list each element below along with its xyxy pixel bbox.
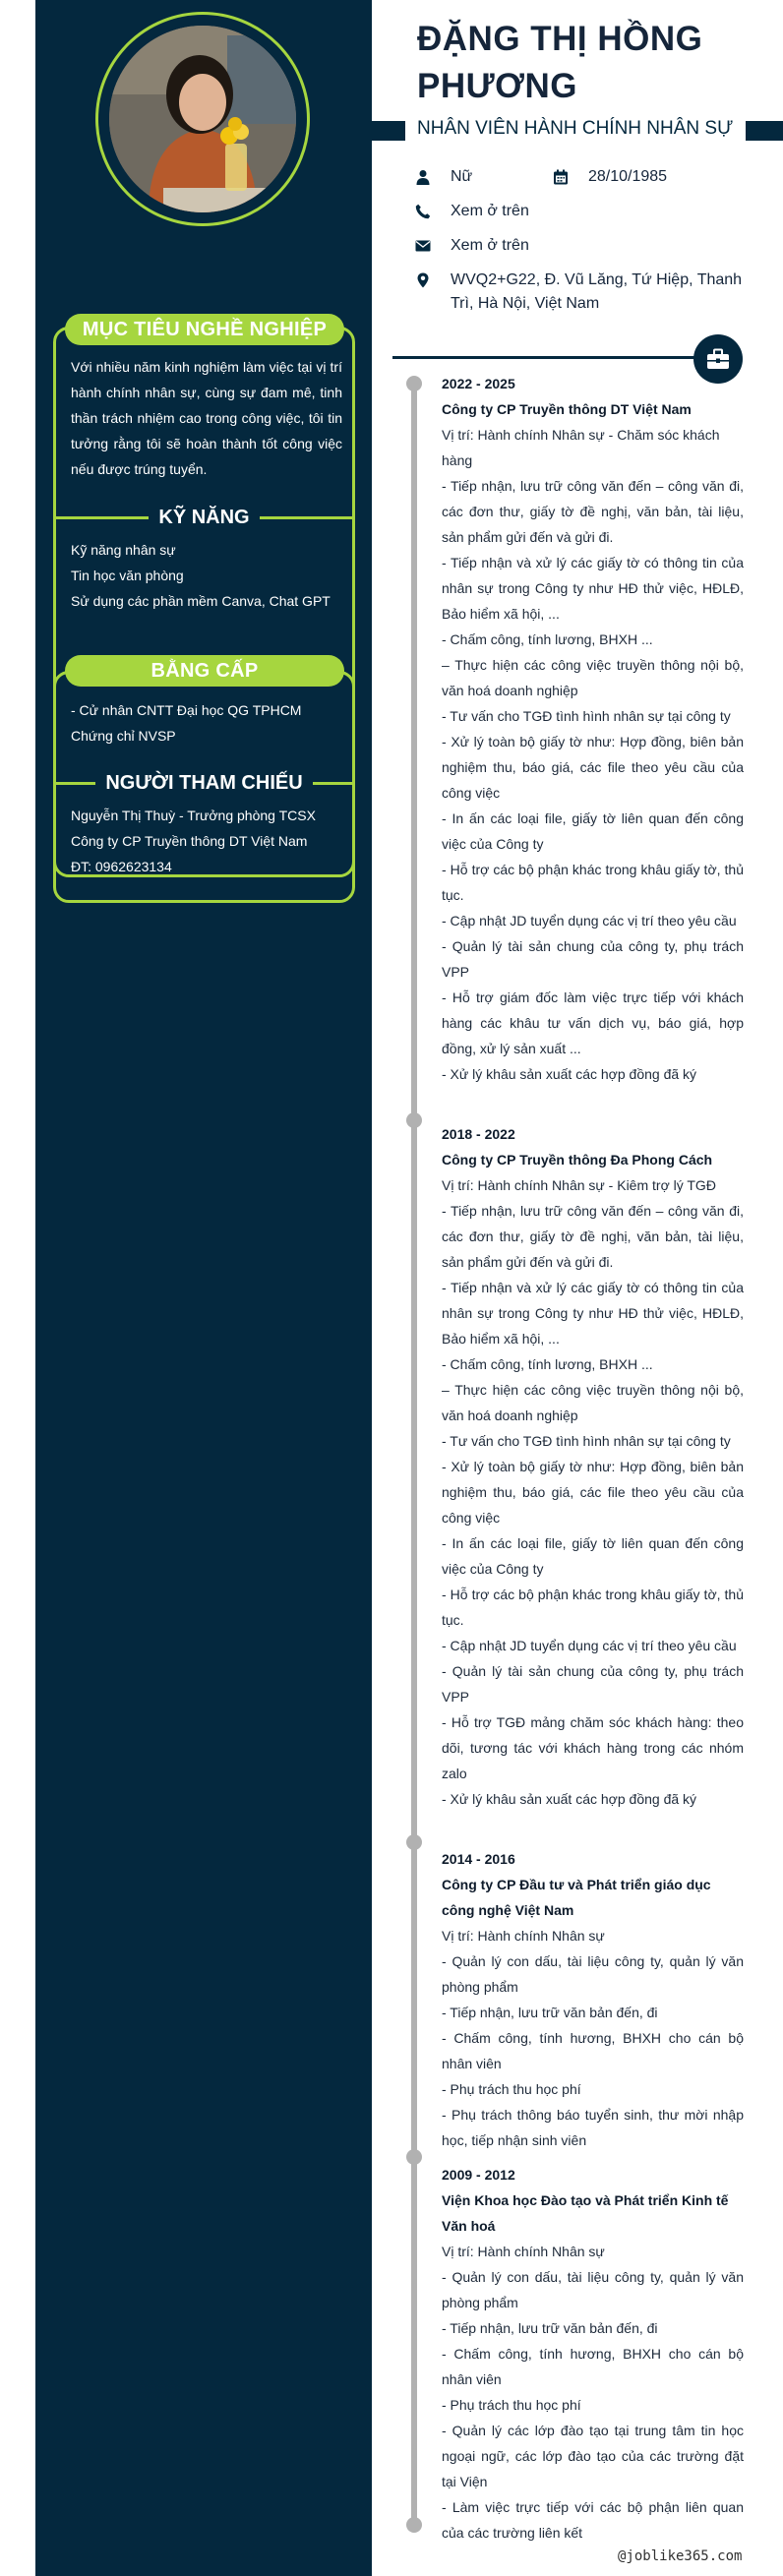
- job-company: Công ty CP Truyền thông DT Việt Nam: [442, 401, 692, 417]
- skills-heading-row: [53, 503, 355, 532]
- birthdate-value: 28/10/1985: [588, 168, 668, 185]
- phone-value: Xem ở trên: [451, 203, 529, 219]
- briefcase-icon: [705, 346, 731, 372]
- profile-photo: [109, 26, 296, 212]
- job-duties: [442, 473, 744, 1087]
- job-duty: - Xử lý khâu sản xuất các hợp đồng đã ký: [442, 1066, 697, 1082]
- experience-entry-1: [442, 371, 744, 1087]
- job-duty: - Hỗ trợ các bộ phận khác trong khâu giấy tờ, thủ tục.: [442, 862, 744, 903]
- title-bar-accent: [746, 121, 783, 141]
- envelope-icon: [415, 234, 437, 258]
- job-duty: - Chấm công, tính lương, BHXH ...: [442, 1356, 653, 1372]
- avatar: [109, 26, 296, 212]
- experience-entry-4: [442, 2162, 744, 2546]
- job-position: Vị trí: Hành chính Nhân sự - Kiêm trợ lý TGĐ: [442, 1177, 716, 1193]
- divider: [260, 516, 355, 519]
- experience-divider: [392, 356, 707, 359]
- job-years: 2022 - 2025: [442, 376, 515, 391]
- refs-list: [71, 803, 342, 879]
- phone-icon: [415, 200, 437, 223]
- job-duty: – Thực hiện các công việc truyền thông nội bộ, văn hoá doanh nghiệp: [442, 657, 744, 698]
- job-duty: - Tiếp nhận và xử lý các giấy tờ có thông tin của nhân sự trong Công ty như HĐ thử việc, HĐLĐ, Bảo hiểm xã hội, ...: [442, 555, 744, 622]
- skills-list: [71, 537, 342, 614]
- degrees-heading: BẰNG CẤP: [65, 655, 344, 687]
- gender-value: Nữ: [451, 168, 473, 185]
- job-duties: [442, 2264, 744, 2546]
- timeline-dot: [406, 2517, 422, 2533]
- job-duty: - Cập nhật JD tuyển dụng các vị trí theo yêu cầu: [442, 913, 737, 929]
- footer-watermark[interactable]: @joblike365.com: [618, 2548, 743, 2564]
- skills-heading: KỸ NĂNG: [149, 507, 259, 529]
- job-duty: - Chấm công, tính lương, BHXH ...: [442, 631, 653, 647]
- job-title-bar: [372, 118, 783, 141]
- job-duty: - Quản lý con dấu, tài liệu công ty, quản lý văn phòng phẩm: [442, 2269, 744, 2310]
- calendar-icon: [553, 165, 574, 189]
- job-duty: – Thực hiện các công việc truyền thông nội bộ, văn hoá doanh nghiệp: [442, 1382, 744, 1423]
- job-duty: - Tiếp nhận, lưu trữ văn bản đến, đi: [442, 2320, 658, 2336]
- candidate-name: ĐẶNG THỊ HỒNG PHƯƠNG: [417, 20, 703, 105]
- refs-heading-row: [53, 768, 355, 798]
- map-pin-icon: [415, 269, 437, 292]
- job-duty: - Quản lý con dấu, tài liệu công ty, quản lý văn phòng phẩm: [442, 1953, 744, 1995]
- job-duties: [442, 1948, 744, 2153]
- job-duty: - Quản lý tài sản chung của công ty, phụ trách VPP: [442, 938, 744, 980]
- job-duty: - Tiếp nhận và xử lý các giấy tờ có thông tin của nhân sự trong Công ty như HĐ thử việc, HĐLĐ, Bảo hiểm xã hội, ...: [442, 1280, 744, 1347]
- job-duty: - Quản lý tài sản chung của công ty, phụ trách VPP: [442, 1663, 744, 1705]
- job-duties: [442, 1198, 744, 1812]
- job-duty: - Tư vấn cho TGĐ tình hình nhân sự tại công ty: [442, 1433, 731, 1449]
- phone-row: [415, 200, 750, 223]
- skill-item: Kỹ năng nhân sự: [71, 542, 176, 558]
- experience-entry-2: [442, 1121, 744, 1812]
- job-duty: - Tiếp nhận, lưu trữ công văn đến – công văn đi, các đơn thư, giấy tờ đề nghị, văn bản, tài liệu, sản phẩm gửi đến và gửi đi.: [442, 1203, 744, 1270]
- job-duty: - Hỗ trợ các bộ phận khác trong khâu giấy tờ, thủ tục.: [442, 1587, 744, 1628]
- job-duty: - Tiếp nhận, lưu trữ công văn đến – công văn đi, các đơn thư, giấy tờ đề nghị, văn bản, tài liệu, sản phẩm gửi đến và gửi đi.: [442, 478, 744, 545]
- job-years: 2009 - 2012: [442, 2167, 515, 2183]
- ref-item: ĐT: 0962623134: [71, 859, 172, 874]
- degree-item: Chứng chỉ NVSP: [71, 728, 176, 744]
- email-row: [415, 234, 750, 258]
- person-icon: [415, 165, 437, 189]
- job-company: Công ty CP Truyền thông Đa Phong Cách: [442, 1152, 713, 1168]
- job-duty: - Phụ trách thông báo tuyển sinh, thư mời nhập học, tiếp nhận sinh viên: [442, 2107, 744, 2148]
- job-duty: - Quản lý các lớp đào tạo tại trung tâm tin học ngoại ngữ, các lớp đào tạo của các trường đặt tại Viện: [442, 2423, 744, 2489]
- timeline: [411, 379, 417, 2528]
- job-duty: - Xử lý toàn bộ giấy tờ như: Hợp đồng, biên bản nghiệm thu, báo giá, các file theo yêu cầu của công việc: [442, 1459, 744, 1526]
- degree-item: - Cử nhân CNTT Đại học QG TPHCM: [71, 702, 302, 718]
- job-duty: - Tiếp nhận, lưu trữ văn bản đến, đi: [442, 2005, 658, 2020]
- refs-heading: NGƯỜI THAM CHIẾU: [95, 772, 312, 795]
- divider: [313, 782, 355, 785]
- job-duty: - Chấm công, tính hương, BHXH cho cán bộ nhân viên: [442, 2346, 744, 2387]
- divider: [53, 782, 95, 785]
- divider: [53, 516, 149, 519]
- skill-item: Sử dụng các phần mềm Canva, Chat GPT: [71, 593, 331, 609]
- job-duty: - Hỗ trợ TGĐ mảng chăm sóc khách hàng: theo dõi, tương tác với khách hàng trong các nhóm zalo: [442, 1714, 744, 1781]
- job-duty: - Phụ trách thu học phí: [442, 2397, 581, 2413]
- job-duty: - In ấn các loại file, giấy tờ liên quan đến công việc của Công ty: [442, 1535, 744, 1577]
- address-row: [415, 269, 750, 316]
- job-duty: - Tư vấn cho TGĐ tình hình nhân sự tại công ty: [442, 708, 731, 724]
- email-value: Xem ở trên: [451, 237, 529, 254]
- birthdate-row: [553, 165, 750, 189]
- job-duty: - Xử lý toàn bộ giấy tờ như: Hợp đồng, biên bản nghiệm thu, báo giá, các file theo yêu cầu của công việc: [442, 734, 744, 801]
- title-bar-accent: [372, 121, 405, 141]
- timeline-dot: [406, 1112, 422, 1128]
- gender-row: [415, 165, 553, 189]
- objective-text: Với nhiều năm kinh nghiệm làm việc tại vị trí hành chính nhân sự, cùng sự đam mê, tinh thần trách nhiệm cao trong công việc, tôi tin tưởng rằng tôi sẽ hoàn thành tốt công việc nếu được trúng tuyển.: [71, 359, 342, 477]
- timeline-dot: [406, 1834, 422, 1850]
- job-position: Vị trí: Hành chính Nhân sự: [442, 1928, 605, 1944]
- job-position: Vị trí: Hành chính Nhân sự: [442, 2244, 605, 2259]
- job-duty: - Hỗ trợ giám đốc làm việc trực tiếp với khách hàng các khâu tư vấn dịch vụ, báo giá, hợp đồng, xử lý sản xuất ...: [442, 989, 744, 1056]
- job-company: Viện Khoa học Đào tạo và Phát triển Kinh tế Văn hoá: [442, 2192, 729, 2234]
- job-duty: - Cập nhật JD tuyển dụng các vị trí theo yêu cầu: [442, 1638, 737, 1653]
- job-company: Công ty CP Đầu tư và Phát triển giáo dục công nghệ Việt Nam: [442, 1877, 711, 1918]
- job-duty: - Chấm công, tính hương, BHXH cho cán bộ nhân viên: [442, 2030, 744, 2071]
- ref-item: Nguyễn Thị Thuỳ - Trưởng phòng TCSX: [71, 808, 316, 823]
- address-value: WVQ2+G22, Đ. Vũ Lăng, Tứ Hiệp, Thanh Trì, Hà Nội, Việt Nam: [451, 271, 743, 312]
- ref-item: Công ty CP Truyền thông DT Việt Nam: [71, 833, 308, 849]
- job-duty: - Phụ trách thu học phí: [442, 2081, 581, 2097]
- job-years: 2018 - 2022: [442, 1126, 515, 1142]
- objective-heading: MỤC TIÊU NGHỀ NGHIỆP: [65, 314, 344, 345]
- experience-entry-3: [442, 1846, 744, 2153]
- job-duty: - In ấn các loại file, giấy tờ liên quan đến công việc của Công ty: [442, 810, 744, 852]
- job-years: 2014 - 2016: [442, 1851, 515, 1867]
- degrees-list: [71, 697, 342, 749]
- job-title: NHÂN VIÊN HÀNH CHÍNH NHÂN SỰ: [417, 118, 734, 139]
- job-duty: - Làm việc trực tiếp với các bộ phận liên quan của các trường liên kết: [442, 2499, 744, 2541]
- avatar-frame: [95, 12, 310, 226]
- timeline-dot: [406, 376, 422, 391]
- skill-item: Tin học văn phòng: [71, 568, 184, 583]
- job-duty: - Xử lý khâu sản xuất các hợp đồng đã ký: [442, 1791, 697, 1807]
- timeline-dot: [406, 2149, 422, 2165]
- job-position: Vị trí: Hành chính Nhân sự - Chăm sóc khách hàng: [442, 427, 720, 468]
